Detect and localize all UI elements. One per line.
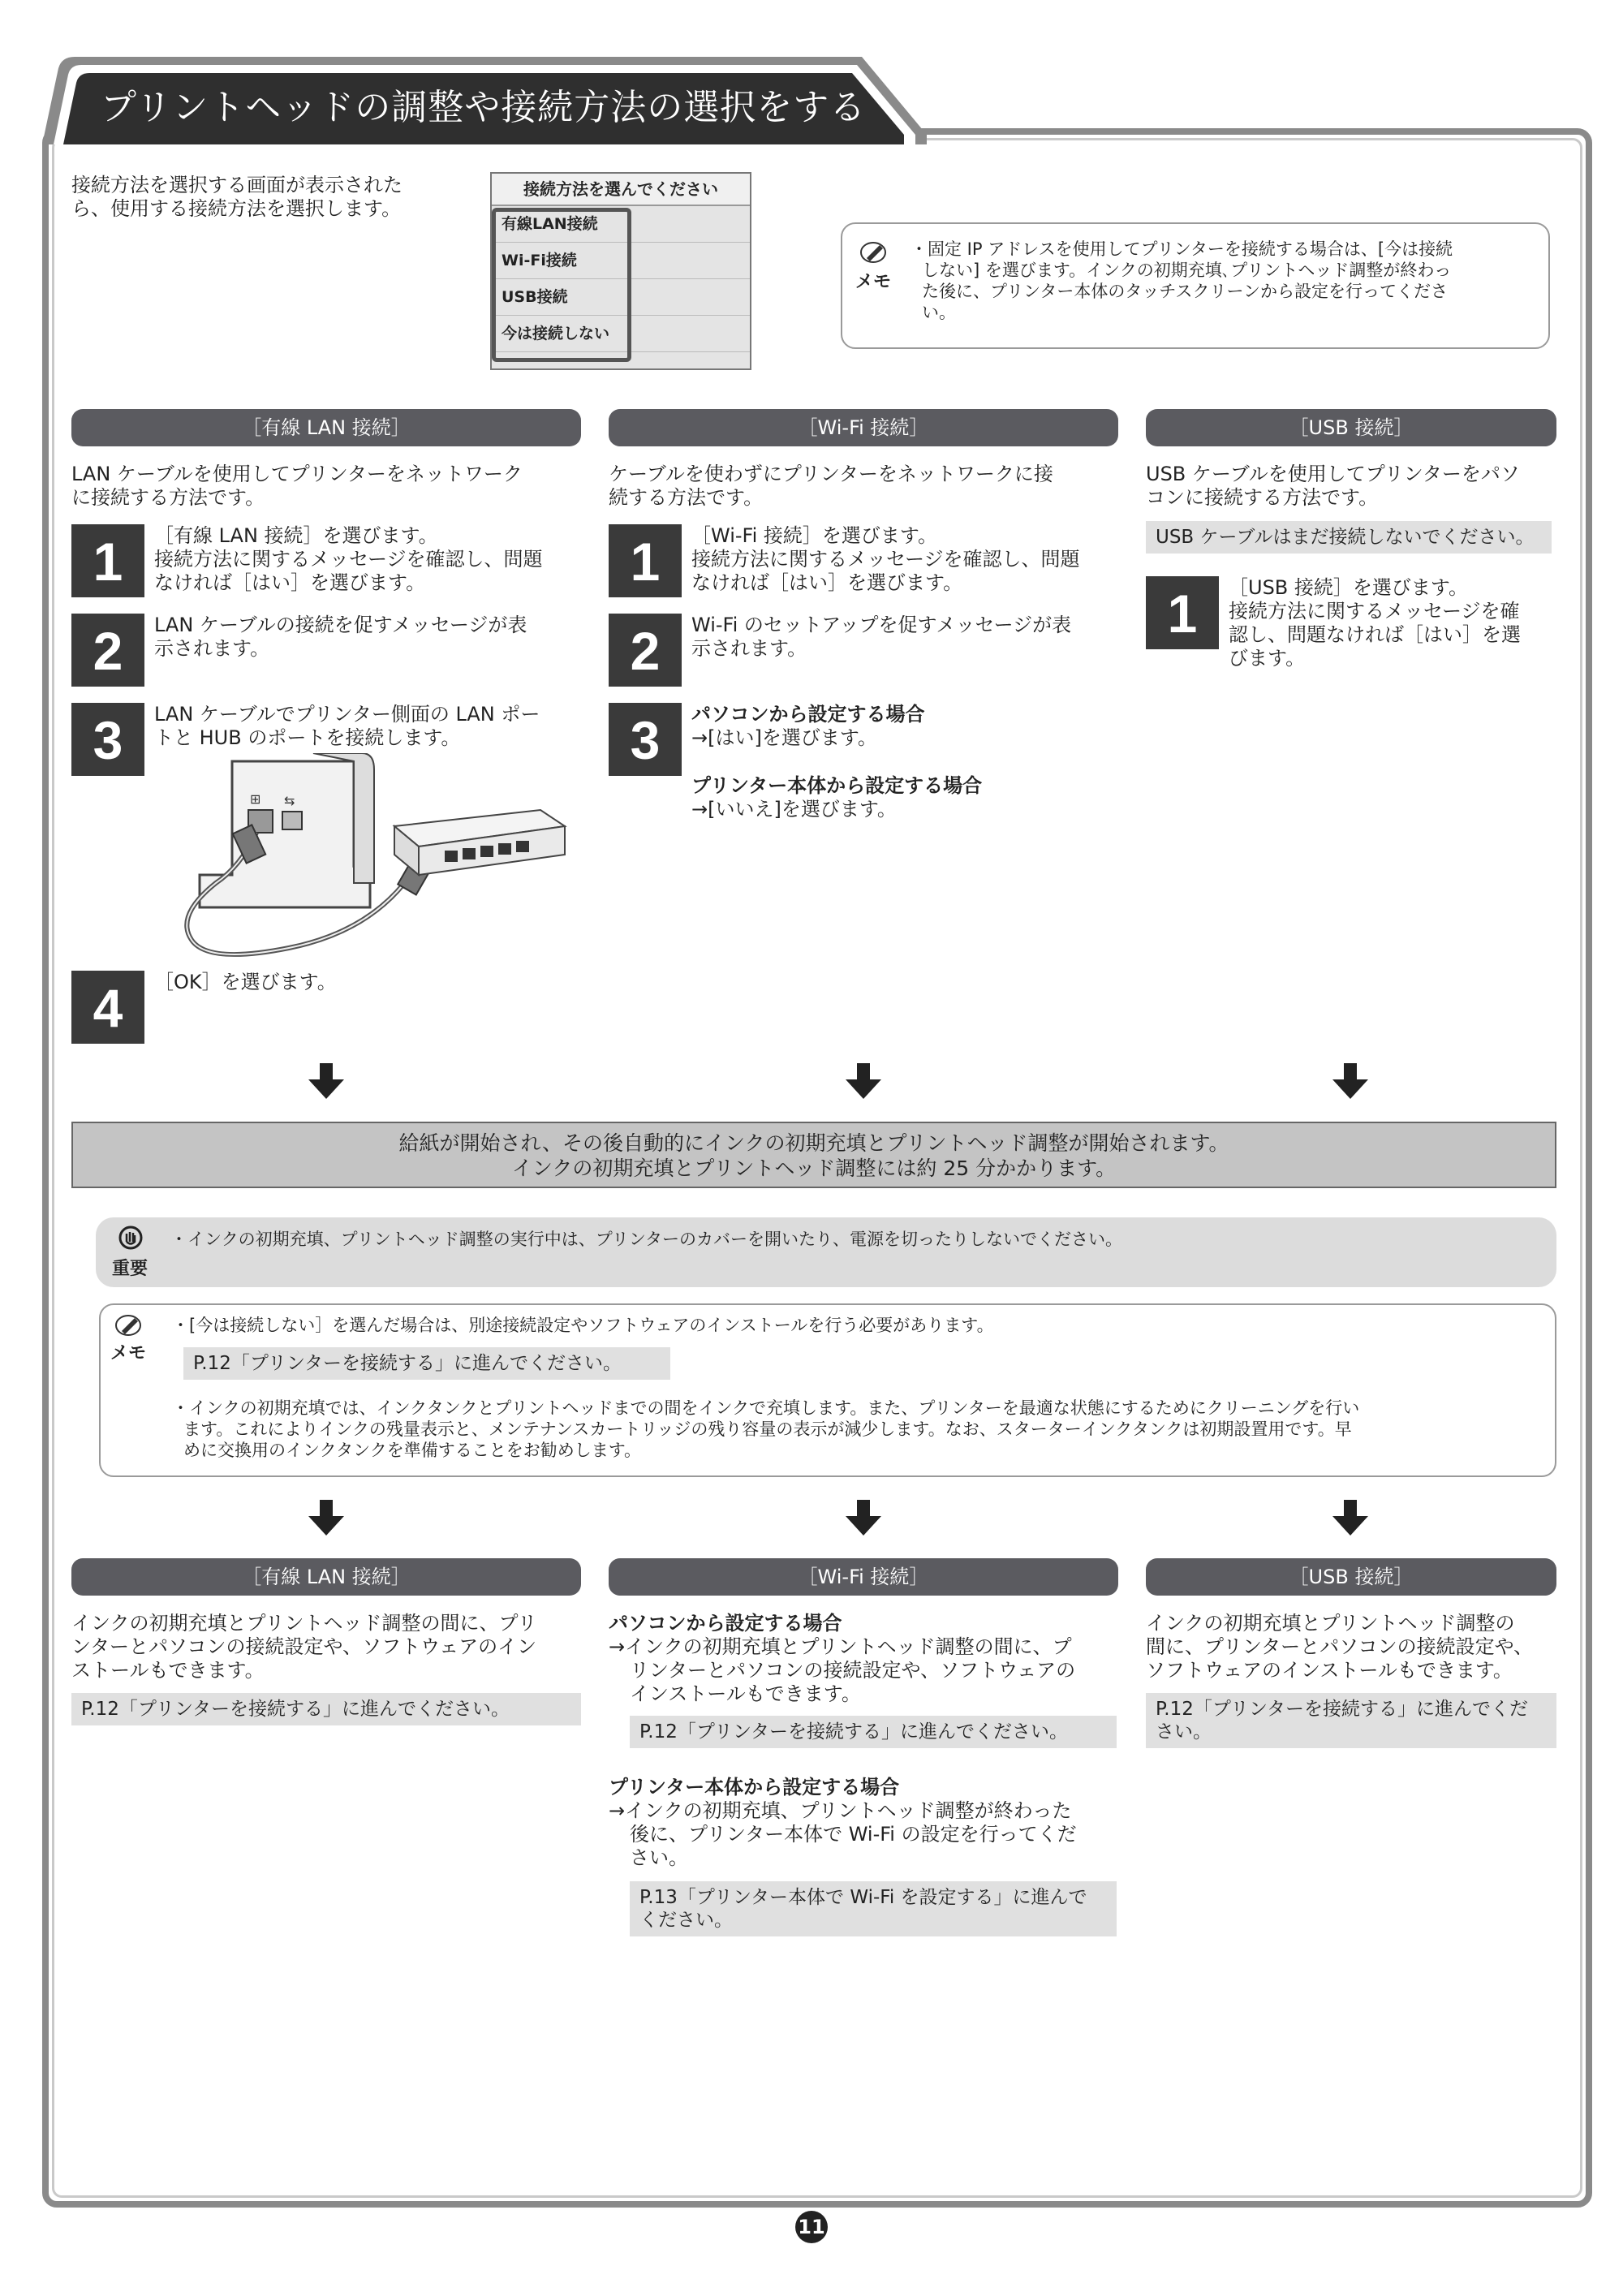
text-line: インクの初期充填とプリントヘッド調整の — [1146, 1612, 1515, 1635]
step-line: ［有線 LAN 接続］を選びます。 — [154, 524, 438, 547]
ref-line: さい。 — [1156, 1721, 1212, 1742]
lan-step-4-number: 4 — [71, 971, 144, 1044]
lan-step-1-number: 1 — [71, 524, 144, 597]
text-line: 後に、プリンター本体で Wi-Fi の設定を行ってくだ — [630, 1823, 1077, 1846]
bottom-lan-text — [71, 1612, 537, 1682]
wifi-step-2-text — [691, 614, 1071, 661]
wifi-step-1-text — [691, 524, 1080, 595]
important-hand-icon — [118, 1226, 143, 1250]
bottom-wifi-printer-ref[interactable] — [630, 1881, 1117, 1936]
text-line: さい。 — [630, 1846, 688, 1869]
wifi-pc-title: パソコンから設定する場合 — [691, 703, 925, 726]
memo-box-mid — [99, 1303, 1556, 1477]
lan-step-3-text — [154, 703, 540, 750]
text-line: ソフトウェアのインストールもできます。 — [1146, 1659, 1513, 1682]
lan-step-1-text — [154, 524, 543, 595]
memo-line: しない] を選びます。インクの初期充填､プリントヘッド調整が終わっ — [922, 261, 1452, 280]
usb-header: ［USB 接続］ — [1146, 409, 1556, 446]
step-line: なければ［はい］を選びます。 — [691, 571, 963, 594]
text-line: 間に、プリンターとパソコンの接続設定や、 — [1146, 1635, 1534, 1658]
lan-desc-line: に接続する方法です。 — [71, 486, 265, 509]
step-line: なければ［はい］を選びます。 — [154, 571, 426, 594]
screen-option-lan[interactable]: 有線LAN接続 — [492, 206, 750, 243]
wifi-desc-line: ケーブルを使わずにプリンターをネットワークに接 — [609, 463, 1053, 485]
screen-header: 接続方法を選んでください — [492, 174, 750, 206]
text-line: インストールもできます。 — [630, 1682, 861, 1705]
step-line: Wi-Fi のセットアップを促すメッセージが表 — [691, 614, 1072, 636]
bottom-wifi-printer-title: プリンター本体から設定する場合 — [609, 1776, 900, 1798]
usb-step-1-text — [1229, 576, 1521, 670]
memo-mid-bullet1: ・[今は接続しない］を選んだ場合は、別途接続設定やソフトウェアのインストールを行う必要があります。 — [172, 1316, 994, 1335]
memo-line: い。 — [922, 303, 956, 322]
down-arrow-icon — [1332, 1063, 1368, 1099]
wifi-step-1-number: 1 — [609, 524, 682, 597]
wifi-printer-text: →[いいえ]を選びます。 — [691, 798, 897, 821]
step-line: 示されます。 — [154, 637, 270, 660]
process-banner — [71, 1122, 1556, 1188]
memo-mid-ref[interactable]: P.12「プリンターを接続する」に進んでください。 — [183, 1347, 670, 1380]
memo-pencil-icon — [115, 1313, 143, 1338]
step-line: 認し、問題なければ［はい］を選 — [1229, 623, 1521, 646]
screen-option-none[interactable]: 今は接続しない — [492, 316, 750, 352]
ref-line: ください。 — [639, 1910, 733, 1931]
banner-line: インクの初期充填とプリントヘッド調整には約 25 分かかります。 — [511, 1157, 1117, 1180]
bottom-lan-header: ［有線 LAN 接続］ — [71, 1558, 581, 1596]
text-line: ストールもできます。 — [71, 1659, 265, 1682]
usb-step-1-number: 1 — [1146, 576, 1219, 649]
connection-select-screen — [490, 172, 751, 370]
intro-text — [71, 174, 403, 221]
usb-desc-line: コンに接続する方法です。 — [1146, 486, 1379, 509]
ref-line: P.12「プリンターを接続する」に進んでくだ — [1156, 1699, 1529, 1720]
lan-step-3-number: 3 — [71, 703, 144, 776]
down-arrow-icon — [308, 1500, 344, 1536]
bottom-lan-ref[interactable]: P.12「プリンターを接続する」に進んでください。 — [71, 1693, 581, 1725]
step-line: LAN ケーブルの接続を促すメッセージが表 — [154, 614, 527, 636]
important-label: 重要 — [112, 1259, 149, 1279]
memo-line: た後に、プリンター本体のタッチスクリーンから設定を行ってくださ — [922, 282, 1449, 301]
down-arrow-icon — [308, 1063, 344, 1099]
step-line: LAN ケーブルでプリンター側面の LAN ポー — [154, 703, 540, 726]
page-title: プリントヘッドの調整や接続方法の選択をする — [101, 87, 867, 128]
lan-desc-line: LAN ケーブルを使用してプリンターをネットワーク — [71, 463, 523, 485]
usb-desc-line: USB ケーブルを使用してプリンターをパソ — [1146, 463, 1520, 485]
ref-line: P.13「プリンター本体で Wi-Fi を設定する」に進んで — [639, 1887, 1087, 1908]
lan-step-2-number: 2 — [71, 614, 144, 687]
lan-desc — [71, 463, 523, 510]
memo-line: ・インクの初期充填では、インクタンクとプリントヘッドまでの間をインクで充填します。また、プリンターを最適な状態にするためにクリーニングを行い — [172, 1398, 1360, 1418]
intro-line: 接続方法を選択する画面が表示された — [71, 174, 403, 196]
bottom-usb-text — [1146, 1612, 1533, 1682]
important-box — [96, 1217, 1556, 1287]
wifi-desc — [609, 463, 1053, 510]
wifi-header: ［Wi-Fi 接続］ — [609, 409, 1118, 446]
important-text: ・インクの初期充填、プリントヘッド調整の実行中は、プリンターのカバーを開いたり、電源を切ったりしないでください。 — [170, 1230, 1123, 1249]
bottom-wifi-pc-ref[interactable]: P.12「プリンターを接続する」に進んでください。 — [630, 1716, 1117, 1748]
text-line: インクの初期充填とプリントヘッド調整の間に、プリ — [71, 1612, 537, 1635]
bottom-usb-header: ［USB 接続］ — [1146, 1558, 1556, 1596]
memo-line: ます。これによりインクの残量表示と、メンテナンスカートリッジの残り容量の表示が減少します。なお、スターターインクタンクは初期設置用です。早 — [183, 1419, 1352, 1439]
bottom-wifi-printer — [609, 1776, 1077, 1870]
intro-line: ら、使用する接続方法を選択します。 — [71, 197, 402, 220]
bottom-usb-ref[interactable] — [1146, 1693, 1556, 1748]
lan-step-4-text: ［OK］を選びます。 — [154, 971, 337, 993]
screen-option-usb[interactable]: USB接続 — [492, 279, 750, 316]
wifi-desc-line: 続する方法です。 — [609, 486, 764, 509]
wifi-printer-title: プリンター本体から設定する場合 — [691, 774, 983, 797]
wifi-pc-text: →[はい]を選びます。 — [691, 726, 877, 749]
step-line: びます。 — [1229, 647, 1306, 670]
lan-step-2-text — [154, 614, 527, 661]
memo-pencil-icon — [860, 240, 888, 265]
usb-desc — [1146, 463, 1520, 510]
step-line: トと HUB のポートを接続します。 — [154, 726, 461, 749]
lan-cable-illustration — [159, 753, 581, 966]
lan-header: ［有線 LAN 接続］ — [71, 409, 581, 446]
down-arrow-icon — [1332, 1500, 1368, 1536]
step-line: 接続方法に関するメッセージを確認し、問題 — [154, 548, 543, 571]
step-line: 示されます。 — [691, 637, 807, 660]
wifi-step-3-number: 3 — [609, 703, 682, 776]
memo-label: メモ — [110, 1343, 147, 1363]
memo-mid-bullet2 — [172, 1398, 1543, 1461]
text-line: ンターとパソコンの接続設定や、ソフトウェアのイン — [71, 1635, 537, 1658]
page-number: 11 — [795, 2211, 828, 2243]
step-line: ［USB 接続］を選びます。 — [1229, 576, 1468, 599]
memo-line: ・固定 IP アドレスを使用してプリンターを接続する場合は、[今は接続 — [911, 239, 1453, 259]
usb-warning-note: USB ケーブルはまだ接続しないでください。 — [1146, 521, 1552, 554]
banner-line: 給紙が開始され、その後自動的にインクの初期充填とプリントヘッド調整が開始されます。 — [398, 1131, 1229, 1155]
down-arrow-icon — [846, 1063, 881, 1099]
memo-box-top — [841, 222, 1550, 349]
down-arrow-icon — [846, 1500, 881, 1536]
bottom-wifi-pc-title: パソコンから設定する場合 — [609, 1612, 842, 1635]
memo-top-text — [911, 239, 1543, 323]
step-line: 接続方法に関するメッセージを確 — [1229, 600, 1520, 622]
wifi-step-3-text — [691, 703, 982, 821]
step-line: 接続方法に関するメッセージを確認し、問題 — [691, 548, 1080, 571]
text-line: リンターとパソコンの接続設定や、ソフトウェアの — [630, 1659, 1076, 1682]
memo-line: めに交換用のインクタンクを準備することをお勧めします。 — [183, 1441, 642, 1460]
bottom-wifi-header: ［Wi-Fi 接続］ — [609, 1558, 1118, 1596]
screen-options-highlight — [492, 208, 631, 362]
svg-text:⊞: ⊞ — [250, 791, 261, 807]
memo-label: メモ — [855, 272, 892, 292]
screen-option-wifi[interactable]: Wi-Fi接続 — [492, 243, 750, 279]
bottom-wifi-pc — [609, 1612, 1075, 1706]
text-line: →インクの初期充填、プリントヘッド調整が終わった — [609, 1799, 1072, 1822]
step-line: ［Wi-Fi 接続］を選びます。 — [691, 524, 937, 547]
wifi-step-2-number: 2 — [609, 614, 682, 687]
svg-text:⇆: ⇆ — [284, 793, 295, 808]
text-line: →インクの初期充填とプリントヘッド調整の間に、プ — [609, 1635, 1072, 1658]
